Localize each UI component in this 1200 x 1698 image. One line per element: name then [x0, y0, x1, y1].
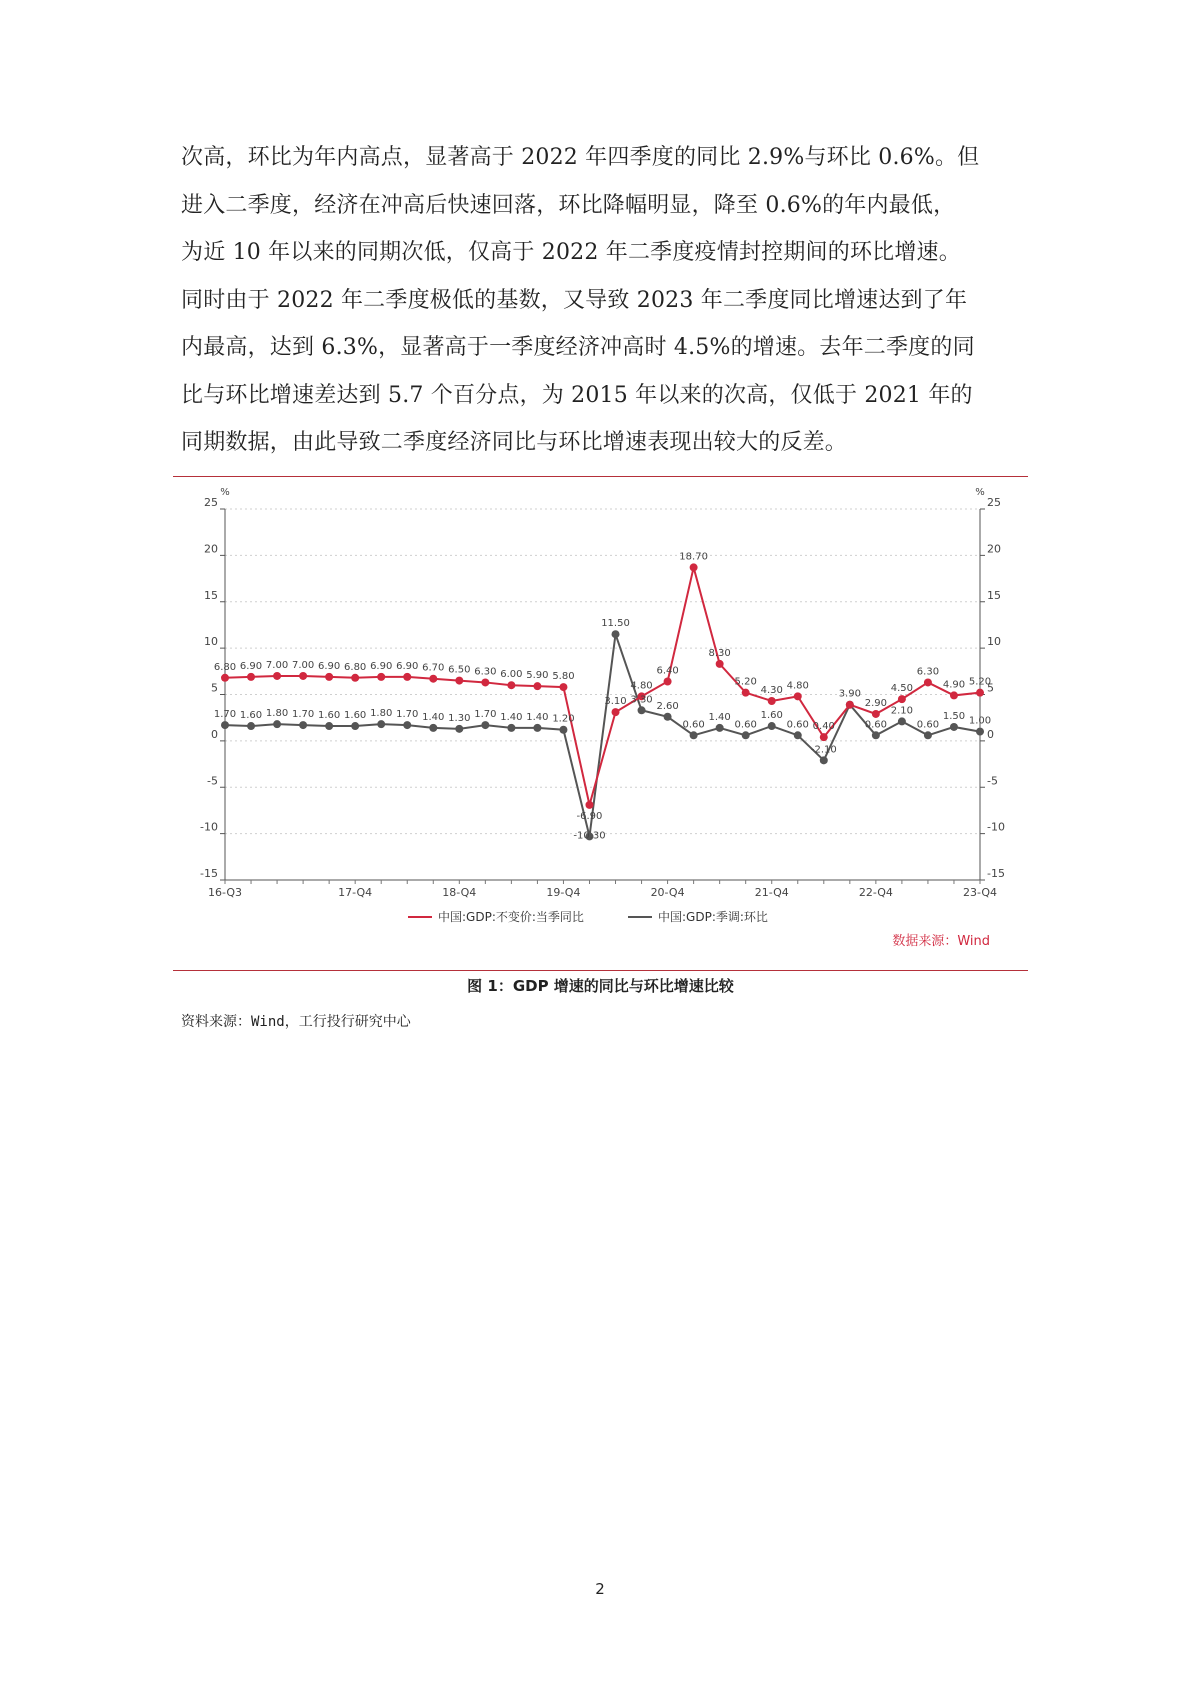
- data-label-0: 4.90: [942, 679, 966, 691]
- data-point-1: [898, 717, 906, 725]
- y-tick-label-right: 10: [987, 635, 1001, 649]
- data-label-0: 6.30: [916, 666, 940, 678]
- data-label-1: 1.40: [708, 711, 731, 723]
- body-line: 同时由于 2022 年二季度极低的基数，又导致 2023 年二季度同比增速达到了年: [181, 287, 968, 313]
- data-label-0: 6.90: [239, 660, 263, 672]
- data-point-1: [273, 720, 281, 728]
- data-point-1: [768, 722, 776, 730]
- data-label-0: 7.00: [291, 659, 315, 671]
- data-label-0: 5.80: [552, 671, 575, 683]
- chart-source-label: 数据来源：Wind: [892, 934, 990, 949]
- data-point-0: [455, 677, 463, 685]
- data-label-1: 3.30: [630, 694, 653, 706]
- data-label-0: 2.90: [864, 697, 887, 709]
- data-label-0: 6.80: [344, 661, 367, 673]
- data-point-1: [716, 724, 724, 732]
- data-label-1: 1.40: [526, 711, 549, 723]
- data-point-1: [794, 731, 802, 739]
- data-label-1: 1.80: [370, 708, 393, 720]
- data-label-0: 6.40: [656, 665, 679, 677]
- data-label-1: 2.10: [890, 705, 914, 717]
- body-line: 为近 10 年以来的同期次低，仅高于 2022 年二季度疫情封控期间的环比增速。: [181, 240, 961, 265]
- y-tick-label: 25: [204, 496, 218, 509]
- y-tick-label: -10: [200, 820, 218, 834]
- data-label-1: 1.70: [474, 709, 497, 721]
- x-tick-label: 16-Q3: [207, 886, 243, 899]
- data-point-0: [247, 673, 255, 681]
- data-label-1: 0.60: [864, 719, 887, 731]
- data-label-1: 1.20: [552, 713, 575, 725]
- body-line: 比与环比增速差达到 5.7 个百分点，为 2015 年以来的次高，仅低于 2021 年的: [181, 382, 973, 408]
- data-point-1: [872, 731, 880, 739]
- data-label-0: 6.00: [500, 669, 523, 681]
- data-label-0: 3.90: [838, 688, 861, 700]
- data-label-0: 6.90: [370, 660, 393, 672]
- data-point-0: [481, 678, 489, 686]
- data-point-1: [820, 756, 828, 764]
- data-label-1: 1.70: [291, 709, 315, 721]
- data-point-1: [690, 731, 698, 739]
- data-point-0: [533, 682, 541, 690]
- y-tick-label: 15: [204, 588, 218, 602]
- data-point-1: [664, 713, 672, 721]
- data-label-1: 1.60: [344, 710, 367, 722]
- data-point-1: [924, 731, 932, 739]
- data-label-1: 0.60: [916, 719, 940, 731]
- data-label-1: 1.60: [239, 710, 263, 722]
- data-label-1: -2.10: [810, 744, 837, 756]
- x-tick-label: 23-Q4: [962, 886, 998, 899]
- data-point-0: [351, 674, 359, 682]
- data-point-1: [950, 723, 958, 731]
- data-label-1: 1.70: [396, 709, 419, 721]
- data-point-1: [299, 721, 307, 729]
- data-label-1: 1.40: [422, 711, 445, 723]
- data-label-1: -10.30: [573, 830, 606, 842]
- data-label-0: 6.50: [448, 664, 471, 676]
- data-label-1: 1.80: [265, 708, 289, 720]
- data-point-0: [742, 689, 750, 697]
- data-point-0: [820, 733, 828, 741]
- data-point-0: [585, 801, 593, 809]
- data-point-0: [976, 689, 984, 697]
- figure-bottom-rule: [173, 970, 1028, 971]
- data-label-0: 18.70: [679, 551, 708, 563]
- data-point-1: [976, 728, 984, 736]
- data-label-1: 1.50: [942, 710, 966, 722]
- data-label-0: 4.80: [630, 680, 653, 692]
- data-label-1: 0.60: [786, 719, 809, 731]
- legend-label-qoq: 中国:GDP:季调:环比: [658, 910, 768, 924]
- body-line: 同期数据，由此导致二季度经济同比与环比增速表现出较大的反差。: [181, 430, 848, 455]
- y-tick-label: -5: [207, 774, 218, 788]
- data-point-0: [377, 673, 385, 681]
- data-label-0: 0.40: [812, 721, 835, 733]
- data-label-0: 8.30: [708, 647, 731, 659]
- legend-label-yoy: 中国:GDP:不变价:当季同比: [438, 910, 584, 924]
- data-point-1: [351, 722, 359, 730]
- x-tick-label: 21-Q4: [754, 886, 789, 899]
- data-label-0: 5.20: [734, 676, 757, 688]
- data-point-0: [898, 695, 906, 703]
- data-label-1: 1.60: [760, 710, 783, 722]
- data-point-0: [273, 672, 281, 680]
- data-point-0: [924, 678, 932, 686]
- y-tick-label-right: 5: [987, 681, 994, 695]
- y-tick-label: 5: [211, 681, 218, 695]
- data-point-0: [664, 678, 672, 686]
- y-tick-label-right: 20: [987, 542, 1001, 556]
- y-tick-label: 10: [204, 635, 218, 649]
- data-point-0: [690, 563, 698, 571]
- data-label-0: 3.10: [604, 696, 627, 708]
- y-tick-label-right: 15: [987, 588, 1001, 602]
- data-point-1: [403, 721, 411, 729]
- y-tick-label: -15: [200, 867, 218, 880]
- data-point-0: [846, 701, 854, 709]
- source-note: 资料来源：Wind，工行投行研究中心: [181, 1014, 411, 1030]
- data-label-1: 1.30: [448, 712, 471, 724]
- data-point-1: [377, 720, 385, 728]
- data-label-0: 5.90: [526, 670, 549, 682]
- data-point-0: [768, 697, 776, 705]
- data-point-1: [247, 722, 255, 730]
- data-point-0: [507, 681, 515, 689]
- page-number: 2: [595, 1580, 605, 1598]
- data-point-0: [794, 692, 802, 700]
- data-label-1: 2.60: [656, 700, 679, 712]
- y-tick-label: 0: [211, 727, 218, 741]
- data-point-0: [299, 672, 307, 680]
- data-point-0: [716, 660, 724, 668]
- data-label-0: 6.30: [474, 666, 497, 678]
- data-label-0: 4.50: [890, 683, 914, 695]
- data-label-0: 4.80: [786, 680, 809, 692]
- data-label-0: 6.70: [422, 662, 445, 674]
- data-point-1: [742, 731, 750, 739]
- data-point-1: [507, 724, 515, 732]
- data-point-1: [559, 726, 567, 734]
- data-label-0: 5.20: [968, 676, 992, 688]
- data-label-0: 6.90: [318, 660, 341, 672]
- data-point-1: [638, 706, 646, 714]
- x-tick-label: 20-Q4: [650, 886, 685, 899]
- y-tick-label: 20: [204, 542, 218, 556]
- data-point-0: [221, 674, 229, 682]
- x-tick-label: 19-Q4: [546, 886, 581, 899]
- data-point-0: [325, 673, 333, 681]
- data-label-0: 4.30: [760, 684, 783, 696]
- left-unit-label: %: [220, 487, 230, 498]
- y-tick-label-right: 25: [987, 496, 1001, 509]
- data-point-0: [559, 683, 567, 691]
- data-point-1: [325, 722, 333, 730]
- data-label-1: 11.50: [601, 618, 630, 630]
- data-point-0: [403, 673, 411, 681]
- data-point-0: [950, 691, 958, 699]
- data-label-0: 6.90: [396, 660, 419, 672]
- data-label-0: -6.90: [576, 810, 603, 822]
- data-label-1: 0.60: [682, 719, 705, 731]
- data-point-1: [533, 724, 541, 732]
- body-line: 内最高，达到 6.3%，显著高于一季度经济冲高时 4.5%的增速。去年二季度的同: [181, 335, 975, 360]
- data-label-0: 7.00: [265, 659, 289, 671]
- body-line: 进入二季度，经济在冲高后快速回落，环比降幅明显，降至 0.6%的年内最低，: [181, 192, 956, 218]
- data-label-1: 1.70: [213, 709, 237, 721]
- x-tick-label: 18-Q4: [442, 886, 477, 899]
- right-unit-label: %: [975, 487, 985, 498]
- body-line: 次高，环比为年内高点，显著高于 2022 年四季度的同比 2.9%与环比 0.6%。但: [181, 145, 980, 170]
- data-label-1: 1.00: [968, 715, 992, 727]
- data-label-1: 1.60: [318, 710, 341, 722]
- figure-caption: 图 1：GDP 增速的同比与环比增速比较: [467, 977, 734, 995]
- data-point-1: [221, 721, 229, 729]
- data-point-0: [429, 675, 437, 683]
- data-point-0: [612, 708, 620, 716]
- data-label-0: 6.80: [213, 661, 237, 673]
- x-tick-label: 17-Q4: [338, 886, 373, 899]
- data-point-1: [429, 724, 437, 732]
- data-point-1: [481, 721, 489, 729]
- y-tick-label-right: -15: [987, 867, 1005, 880]
- data-point-1: [612, 630, 620, 638]
- x-tick-label: 22-Q4: [858, 886, 893, 899]
- y-tick-label-right: -10: [987, 820, 1005, 834]
- data-label-1: 0.60: [734, 719, 757, 731]
- series-line-0: [225, 567, 980, 804]
- data-label-1: 1.40: [500, 711, 523, 723]
- data-point-1: [455, 725, 463, 733]
- data-point-0: [872, 710, 880, 718]
- y-tick-label-right: 0: [987, 727, 994, 741]
- y-tick-label-right: -5: [987, 774, 998, 788]
